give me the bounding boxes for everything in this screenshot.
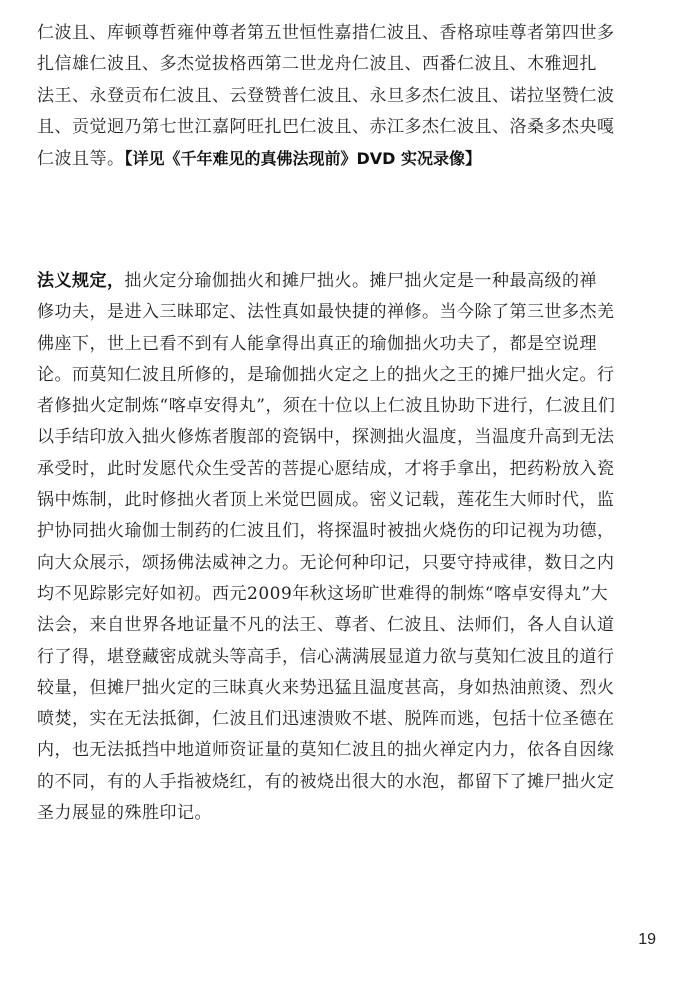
text-line: 均不见踪影完好如初。西元2009年秋这场旷世难得的制炼“喀卓安得丸”大 — [37, 583, 609, 604]
text-line: 论。而莫知仁波且所修的，是瑜伽拙火定之上的拙火之王的摊尸拙火定。行 — [37, 364, 615, 385]
text-line: 承受时，此时发愿代众生受苦的菩提心愿结成，才将手拿出，把药粉放入瓷 — [37, 458, 615, 479]
first-line-text: 拙火定分瑜伽拙火和摊尸拙火。摊尸拙火定是一种最高级的禅 — [124, 271, 597, 291]
text-line: 修功夫，是进入三昧耶定、法性真如最快捷的禅修。当今除了第三世多杰羌 — [37, 302, 615, 323]
text-line: 锅中炼制，此时修拙火者顶上米觉巴圆成。密义记载，莲花生大师时代，监 — [37, 490, 615, 511]
section-lead: 法义规定， — [37, 271, 125, 291]
text-line: 法会，来自世界各地证量不凡的法王、尊者、仁波且、法师们，各人自认道 — [37, 615, 615, 636]
text-line — [37, 266, 638, 297]
text-line: 者修拙火定制炼“喀卓安得丸”，须在十位以上仁波且协助下进行，仁波且们 — [37, 396, 616, 417]
text-line: 以手结印放入拙火修炼者腹部的瓷锅中，探测拙火温度，当温度升高到无法 — [37, 427, 615, 448]
text-line: 仁波且、库顿尊哲雍仲尊者第五世恒性嘉措仁波且、香格琼哇尊者第四世多 — [37, 23, 615, 43]
text-line: 的不同，有的人手指被烧红，有的被烧出很大的水泡，都留下了摊尸拙火定 — [37, 771, 615, 792]
text-line: 行了得，堪登藏密成就头等高手，信心满满展显道力欲与莫知仁波且的道行 — [37, 646, 615, 667]
text-line: 较量，但摊尸拙火定的三昧真火来势迅猛且温度甚高，身如热油煎烫、烈火 — [37, 677, 615, 698]
text-line: 且、贡觉迥乃第七世江嘉阿旺扎巴仁波且、赤江多杰仁波且、洛桑多杰央嘎 — [37, 116, 615, 137]
closing-text: 仁波且等。 — [37, 149, 125, 170]
dvd-reference: 【详见《千年难见的真佛法现前》DVD 实况录像】 — [124, 149, 482, 169]
text-line: 法王、永登贡布仁波且、云登赞普仁波且、永旦多杰仁波且、诺拉坚赞仁波 — [37, 85, 615, 106]
text-line: 喷焚，实在无法抵御，仁波且们迅速溃败不堪、脱阵而逃，包括十位圣德在 — [37, 709, 615, 730]
text-line: 向大众展示，颂扬佛法威神之力。无论何种印记，只要守持戒律，数日之内 — [37, 552, 615, 573]
text-line: 内，也无法抵挡中地道师资证量的莫知仁波且的拙火禅定内力，依各自因缘 — [37, 740, 615, 761]
text-line: 圣力展显的殊胜印记。 — [37, 803, 212, 824]
main-paragraph — [37, 266, 638, 829]
text-line — [37, 143, 638, 174]
text-line: 护协同拙火瑜伽士制药的仁波且们，将探温时被拙火烧伤的印记视为功德， — [37, 521, 615, 542]
text-line: 扎信雄仁波且、多杰觉拔格西第二世龙舟仁波且、西番仁波且、木雅迥扎 — [37, 54, 597, 75]
text-line: 佛座下，世上已看不到有人能拿得出真正的瑜伽拙火功夫了，都是空说理 — [37, 333, 597, 354]
page-number: 19 — [638, 931, 656, 948]
intro-paragraph — [37, 18, 638, 174]
